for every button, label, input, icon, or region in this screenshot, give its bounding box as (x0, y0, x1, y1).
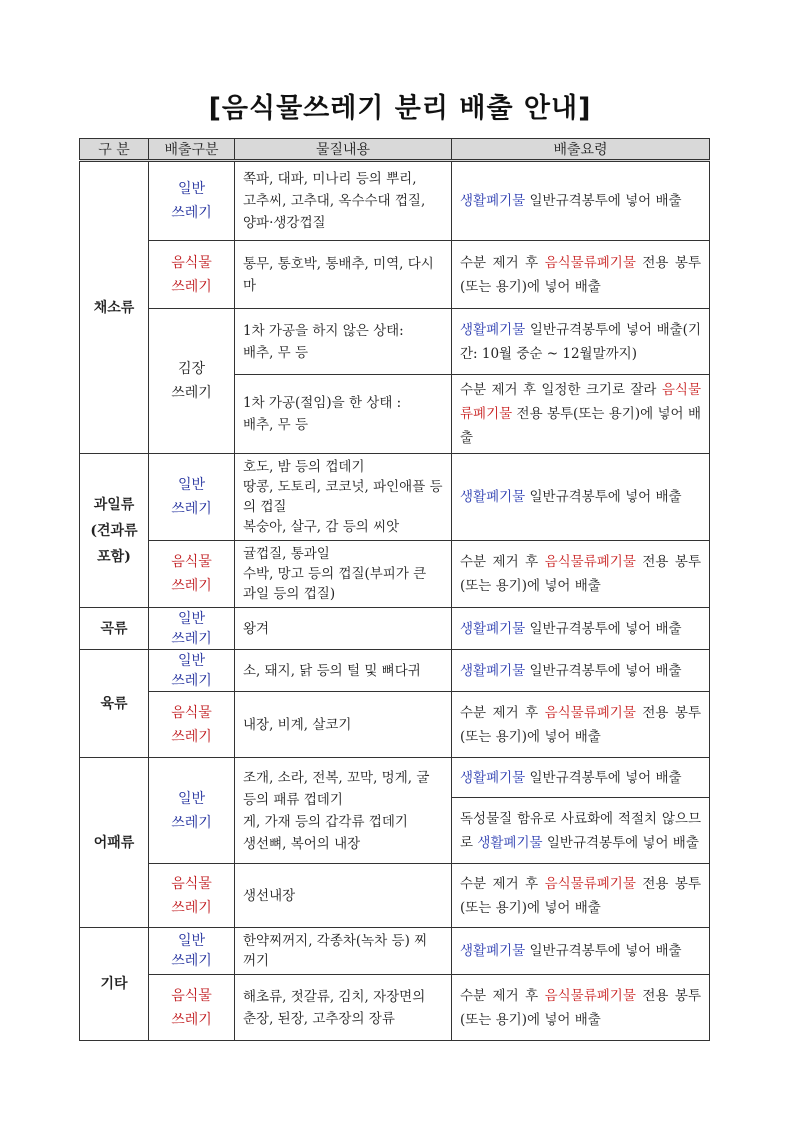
table-row (80, 241, 710, 309)
waste-guide-table (79, 138, 710, 1041)
type-food: 음식물 쓰레기 (149, 241, 235, 309)
content-cell: 내장, 비계, 살코기 (235, 692, 452, 758)
method-cell: 생활폐기물 일반규격봉투에 넣어 배출 (452, 608, 710, 650)
method-cell: 수분 제거 후 음식물류폐기물 전용 봉투(또는 용기)에 넣어 배출 (452, 864, 710, 928)
content-cell: 호도, 밤 등의 껍데기 땅콩, 도토리, 코코넛, 파인애플 등 의 껍질 복숭아, 살구, 감 등의 씨앗 (235, 454, 452, 541)
content-cell: 소, 돼지, 닭 등의 털 및 뼈다귀 (235, 650, 452, 692)
method-cell: 수분 제거 후 음식물류폐기물 전용 봉투(또는 용기)에 넣어 배출 (452, 241, 710, 309)
method-cell: 독성물질 함유로 사료화에 적절치 않으므로 생활폐기물 일반규격봉투에 넣어 배출 (452, 798, 710, 864)
table-row (80, 975, 710, 1041)
method-cell: 생활폐기물 일반규격봉투에 넣어 배출 (452, 928, 710, 975)
type-general: 일반 쓰레기 (149, 161, 235, 241)
method-cell: 수분 제거 후 음식물류폐기물 전용 봉투(또는 용기)에 넣어 배출 (452, 541, 710, 608)
type-general: 일반 쓰레기 (149, 454, 235, 541)
table-row (80, 758, 710, 798)
content-cell: 1차 가공(절임)을 한 상태 : 배추, 무 등 (235, 375, 452, 454)
method-cell: 생활폐기물 일반규격봉투에 넣어 배출(기간: 10월 중순 ~ 12월말까지) (452, 309, 710, 375)
header-type: 배출구분 (149, 139, 235, 161)
type-food: 음식물 쓰레기 (149, 692, 235, 758)
category-seafood: 어패류 (80, 758, 149, 928)
method-cell: 생활폐기물 일반규격봉투에 넣어 배출 (452, 454, 710, 541)
method-cell: 수분 제거 후 음식물류폐기물 전용 봉투(또는 용기)에 넣어 배출 (452, 975, 710, 1041)
category-meat: 육류 (80, 650, 149, 758)
method-cell: 수분 제거 후 일정한 크기로 잘라 음식물류폐기물 전용 봉투(또는 용기)에 넣어 배출 (452, 375, 710, 454)
content-cell: 생선내장 (235, 864, 452, 928)
header-row (80, 139, 710, 161)
header-content: 물질내용 (235, 139, 452, 161)
table-row (80, 454, 710, 541)
page-title: [음식물쓰레기 분리 배출 안내] (208, 93, 592, 124)
content-cell: 귤껍질, 통과일 수박, 망고 등의 껍질(부피가 큰 과일 등의 껍질) (235, 541, 452, 608)
table-row (80, 161, 710, 241)
method-cell: 생활폐기물 일반규격봉투에 넣어 배출 (452, 161, 710, 241)
content-cell: 쪽파, 대파, 미나리 등의 뿌리, 고추씨, 고추대, 옥수수대 껍질, 양파·생강껍질 (235, 161, 452, 241)
type-food: 음식물 쓰레기 (149, 975, 235, 1041)
content-cell: 왕겨 (235, 608, 452, 650)
method-cell: 수분 제거 후 음식물류폐기물 전용 봉투(또는 용기)에 넣어 배출 (452, 692, 710, 758)
category-grains: 곡류 (80, 608, 149, 650)
category-fruits: 과일류 (견과류 포함) (80, 454, 149, 608)
type-food: 음식물 쓰레기 (149, 864, 235, 928)
table-row (80, 928, 710, 975)
content-cell: 한약찌꺼지, 각종차(녹차 등) 찌 꺼기 (235, 928, 452, 975)
type-general: 일반 쓰레기 (149, 608, 235, 650)
table-row (80, 541, 710, 608)
header-method: 배출요령 (452, 139, 710, 161)
type-general: 일반 쓰레기 (149, 650, 235, 692)
type-kimjang: 김장 쓰레기 (149, 309, 235, 454)
table-row (80, 309, 710, 375)
content-cell: 통무, 통호박, 통배추, 미역, 다시마 (235, 241, 452, 309)
table-row (80, 692, 710, 758)
type-general: 일반 쓰레기 (149, 758, 235, 864)
table-row (80, 864, 710, 928)
type-general: 일반 쓰레기 (149, 928, 235, 975)
method-cell: 생활폐기물 일반규격봉투에 넣어 배출 (452, 758, 710, 798)
content-cell: 해초류, 젓갈류, 김치, 자장면의 춘장, 된장, 고추장의 장류 (235, 975, 452, 1041)
category-other: 기타 (80, 928, 149, 1041)
content-cell: 조개, 소라, 전복, 꼬막, 멍게, 굴 등의 패류 껍데기 게, 가재 등의 갑각류 껍데기 생선뼈, 복어의 내장 (235, 758, 452, 864)
table-row (80, 608, 710, 650)
method-cell: 생활폐기물 일반규격봉투에 넣어 배출 (452, 650, 710, 692)
header-category: 구 분 (80, 139, 149, 161)
table-row (80, 650, 710, 692)
category-vegetables: 채소류 (80, 161, 149, 454)
content-cell: 1차 가공을 하지 않은 상태: 배추, 무 등 (235, 309, 452, 375)
type-food: 음식물 쓰레기 (149, 541, 235, 608)
